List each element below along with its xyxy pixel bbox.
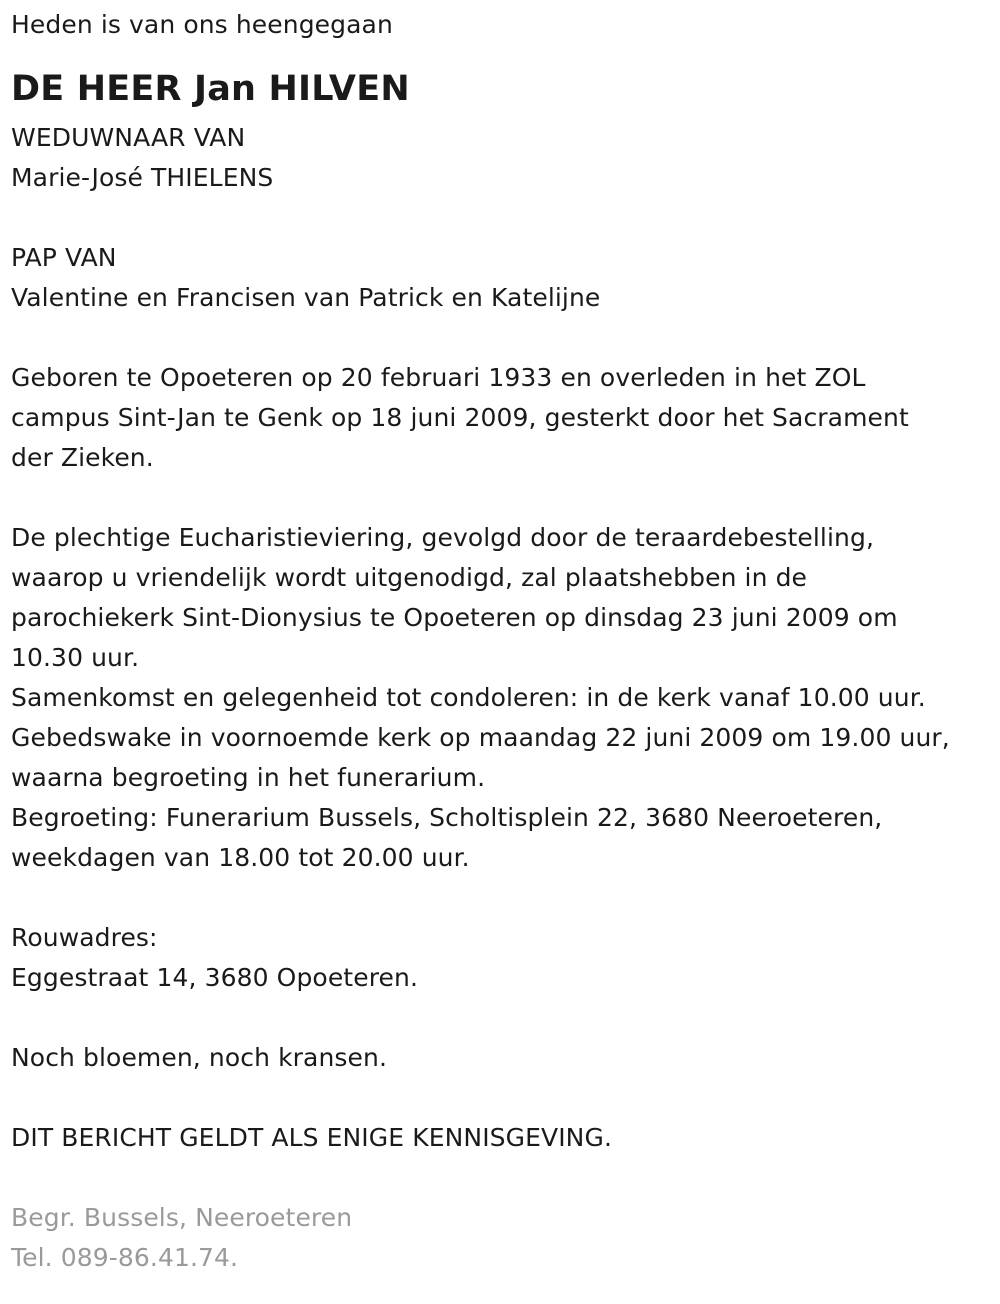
funeral-home-phone: Tel. 089-86.41.74.: [11, 1243, 239, 1272]
ceremony-line: 10.30 uur.: [11, 643, 140, 672]
birth-death-paragraph: [11, 358, 996, 478]
spouse-label: WEDUWNAAR VAN: [11, 123, 246, 152]
address-label: Rouwadres:: [11, 923, 158, 952]
ceremony-line: De plechtige Eucharistieviering, gevolgd door de teraardebestelling,: [11, 523, 874, 552]
ceremony-line: Gebedswake in voornoemde kerk op maandag 22 juni 2009 om 19.00 uur,: [11, 723, 950, 752]
birth-death-line: der Zieken.: [11, 443, 154, 472]
obituary-notice: [11, 0, 996, 1278]
ceremony-paragraph: [11, 518, 996, 878]
flowers-note: Noch bloemen, noch kransen.: [11, 1043, 387, 1072]
spouse-name: Marie-José THIELENS: [11, 163, 274, 192]
children-names: Valentine en Francisen van Patrick en Katelijne: [11, 283, 601, 312]
children-label: PAP VAN: [11, 243, 117, 272]
address-value: Eggestraat 14, 3680 Opoeteren.: [11, 963, 418, 992]
birth-death-line: Geboren te Opoeteren op 20 februari 1933 en overleden in het ZOL: [11, 363, 866, 392]
ceremony-line: weekdagen van 18.00 tot 20.00 uur.: [11, 843, 470, 872]
funeral-home-name: Begr. Bussels, Neeroeteren: [11, 1203, 353, 1232]
ceremony-line: waarna begroeting in het funerarium.: [11, 763, 486, 792]
notice-text: DIT BERICHT GELDT ALS ENIGE KENNISGEVING.: [11, 1123, 612, 1152]
ceremony-line: parochiekerk Sint-Dionysius te Opoeteren op dinsdag 23 juni 2009 om: [11, 603, 898, 632]
ceremony-line: waarop u vriendelijk wordt uitgenodigd, zal plaatshebben in de: [11, 563, 808, 592]
ceremony-line: Samenkomst en gelegenheid tot condoleren: in de kerk vanaf 10.00 uur.: [11, 683, 926, 712]
birth-death-line: campus Sint-Jan te Genk op 18 juni 2009, gesterkt door het Sacrament: [11, 403, 909, 432]
intro-text: Heden is van ons heengegaan: [11, 10, 393, 39]
deceased-name: DE HEER Jan HILVEN: [11, 69, 410, 109]
ceremony-line: Begroeting: Funerarium Bussels, Scholtisplein 22, 3680 Neeroeteren,: [11, 803, 883, 832]
